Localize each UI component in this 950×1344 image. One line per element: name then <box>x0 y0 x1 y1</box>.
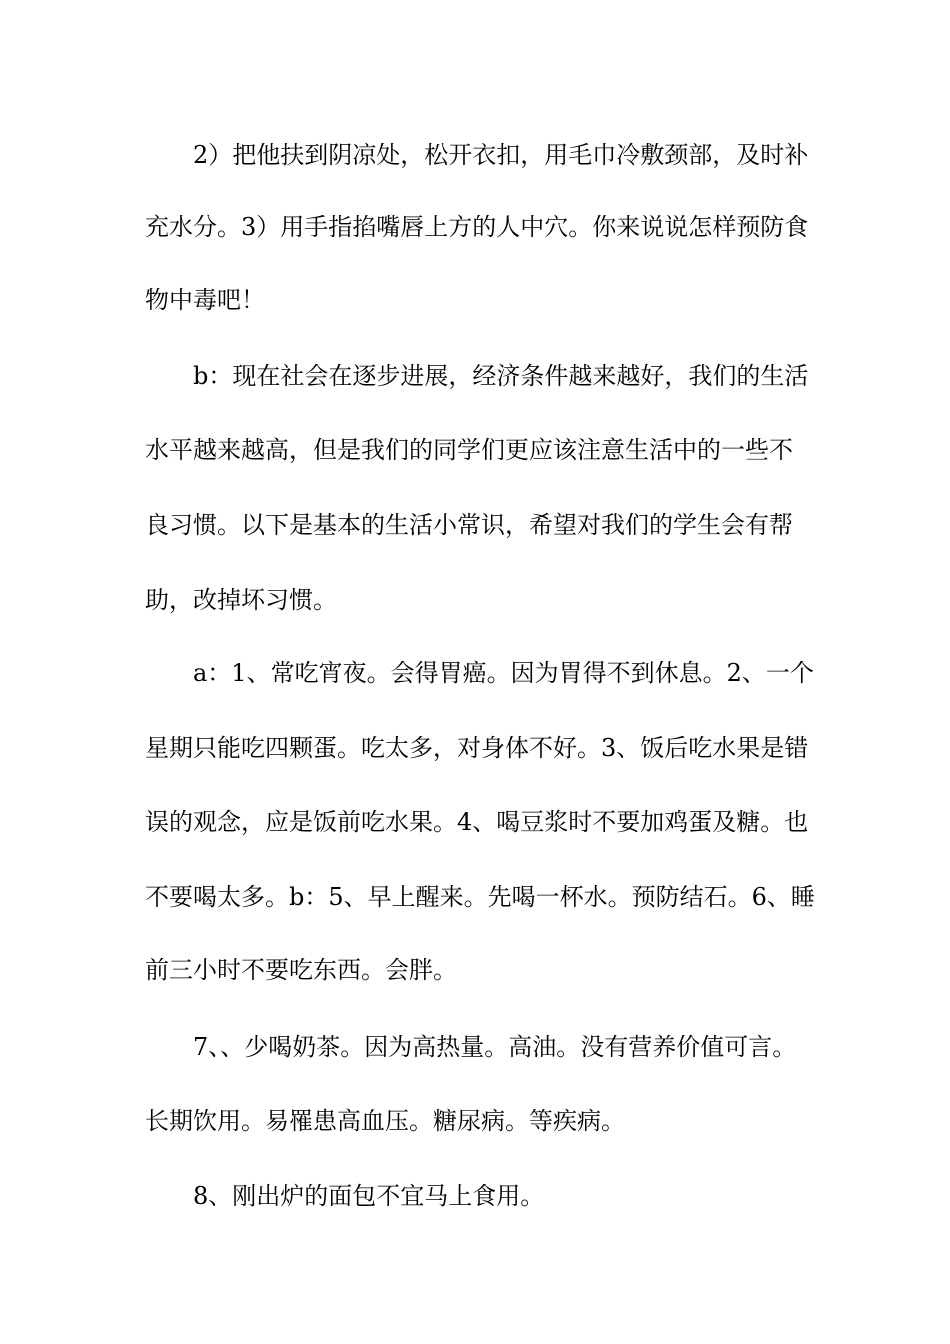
text-line: 充水分。3）用手指掐嘴唇上方的人中穴。你来说说怎样预防食 <box>145 213 809 241</box>
text-line: a：1、常吃宵夜。会得胃癌。因为胃得不到休息。2、一个 <box>193 659 814 687</box>
text-line: 2）把他扶到阴凉处，松开衣扣，用毛巾冷敷颈部，及时补 <box>193 141 809 169</box>
text-line: 星期只能吃四颗蛋。吃太多，对身体不好。3、饭后吃水果是错 <box>145 734 809 762</box>
text-line: 物中毒吧！ <box>145 286 265 314</box>
text-line: 7、、少喝奶茶。因为高热量。高油。没有营养价值可言。 <box>193 1033 797 1061</box>
text-line: 不要喝太多。b：5、早上醒来。先喝一杯水。预防结石。6、睡 <box>145 883 815 911</box>
text-line: 水平越来越高，但是我们的同学们更应该注意生活中的一些不 <box>145 436 793 464</box>
text-line: b：现在社会在逐步进展，经济条件越来越好，我们的生活 <box>193 362 809 390</box>
text-line: 8、刚出炉的面包不宜马上食用。 <box>193 1182 545 1210</box>
text-line: 助，改掉坏习惯。 <box>145 586 337 614</box>
text-line: 误的观念，应是饭前吃水果。4、喝豆浆时不要加鸡蛋及糖。也 <box>145 808 809 836</box>
text-line: 长期饮用。易罹患高血压。糖尿病。等疾病。 <box>145 1107 625 1135</box>
text-line: 良习惯。以下是基本的生活小常识，希望对我们的学生会有帮 <box>145 511 793 539</box>
text-line: 前三小时不要吃东西。会胖。 <box>145 956 457 984</box>
